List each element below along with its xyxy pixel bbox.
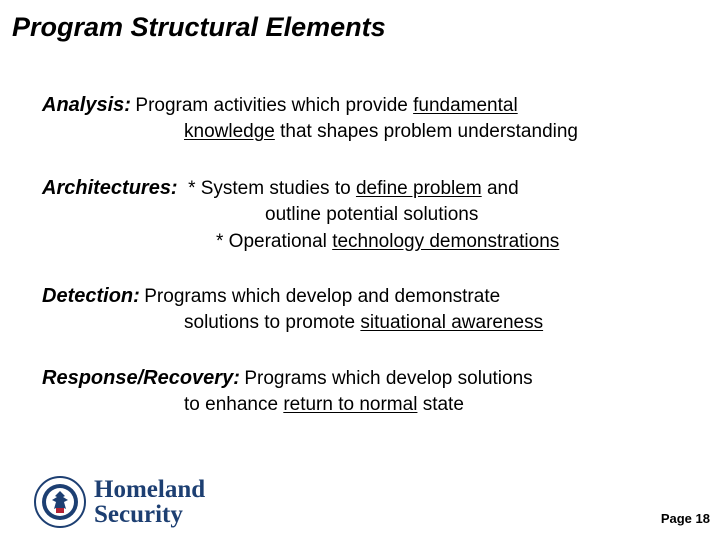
detection-term: Detection:	[42, 285, 140, 307]
slide-title: Program Structural Elements	[12, 12, 386, 42]
detection-line-2: solutions to promote situational awareness	[184, 312, 544, 333]
response-line-1	[42, 367, 533, 390]
detection-line-1	[42, 285, 500, 308]
response-term: Response/Recovery:	[42, 367, 240, 389]
logo-word-security: Security	[94, 501, 183, 528]
architectures-term: Architectures:	[42, 177, 178, 199]
analysis-line-2: knowledge that shapes problem understanding	[184, 121, 578, 142]
architectures-bullet-1-cont: outline potential solutions	[265, 204, 479, 225]
page-number: Page 18	[660, 511, 710, 526]
architectures-bullet-1: * System studies to define problem and	[188, 178, 519, 199]
dhs-seal-icon	[34, 476, 86, 528]
logo-word-homeland: Homeland	[94, 476, 206, 503]
response-text-1: Programs which develop solutions	[244, 368, 533, 389]
response-line-2: to enhance return to normal state	[184, 394, 464, 415]
architectures-line-1	[42, 177, 519, 200]
detection-text-1: Programs which develop and demonstrate	[144, 286, 501, 307]
architectures-bullet-2: * Operational technology demonstrations	[216, 231, 560, 252]
analysis-term: Analysis:	[42, 94, 131, 116]
analysis-text-1: Program activities which provide fundamental	[135, 95, 518, 116]
analysis-line-1	[42, 94, 518, 117]
